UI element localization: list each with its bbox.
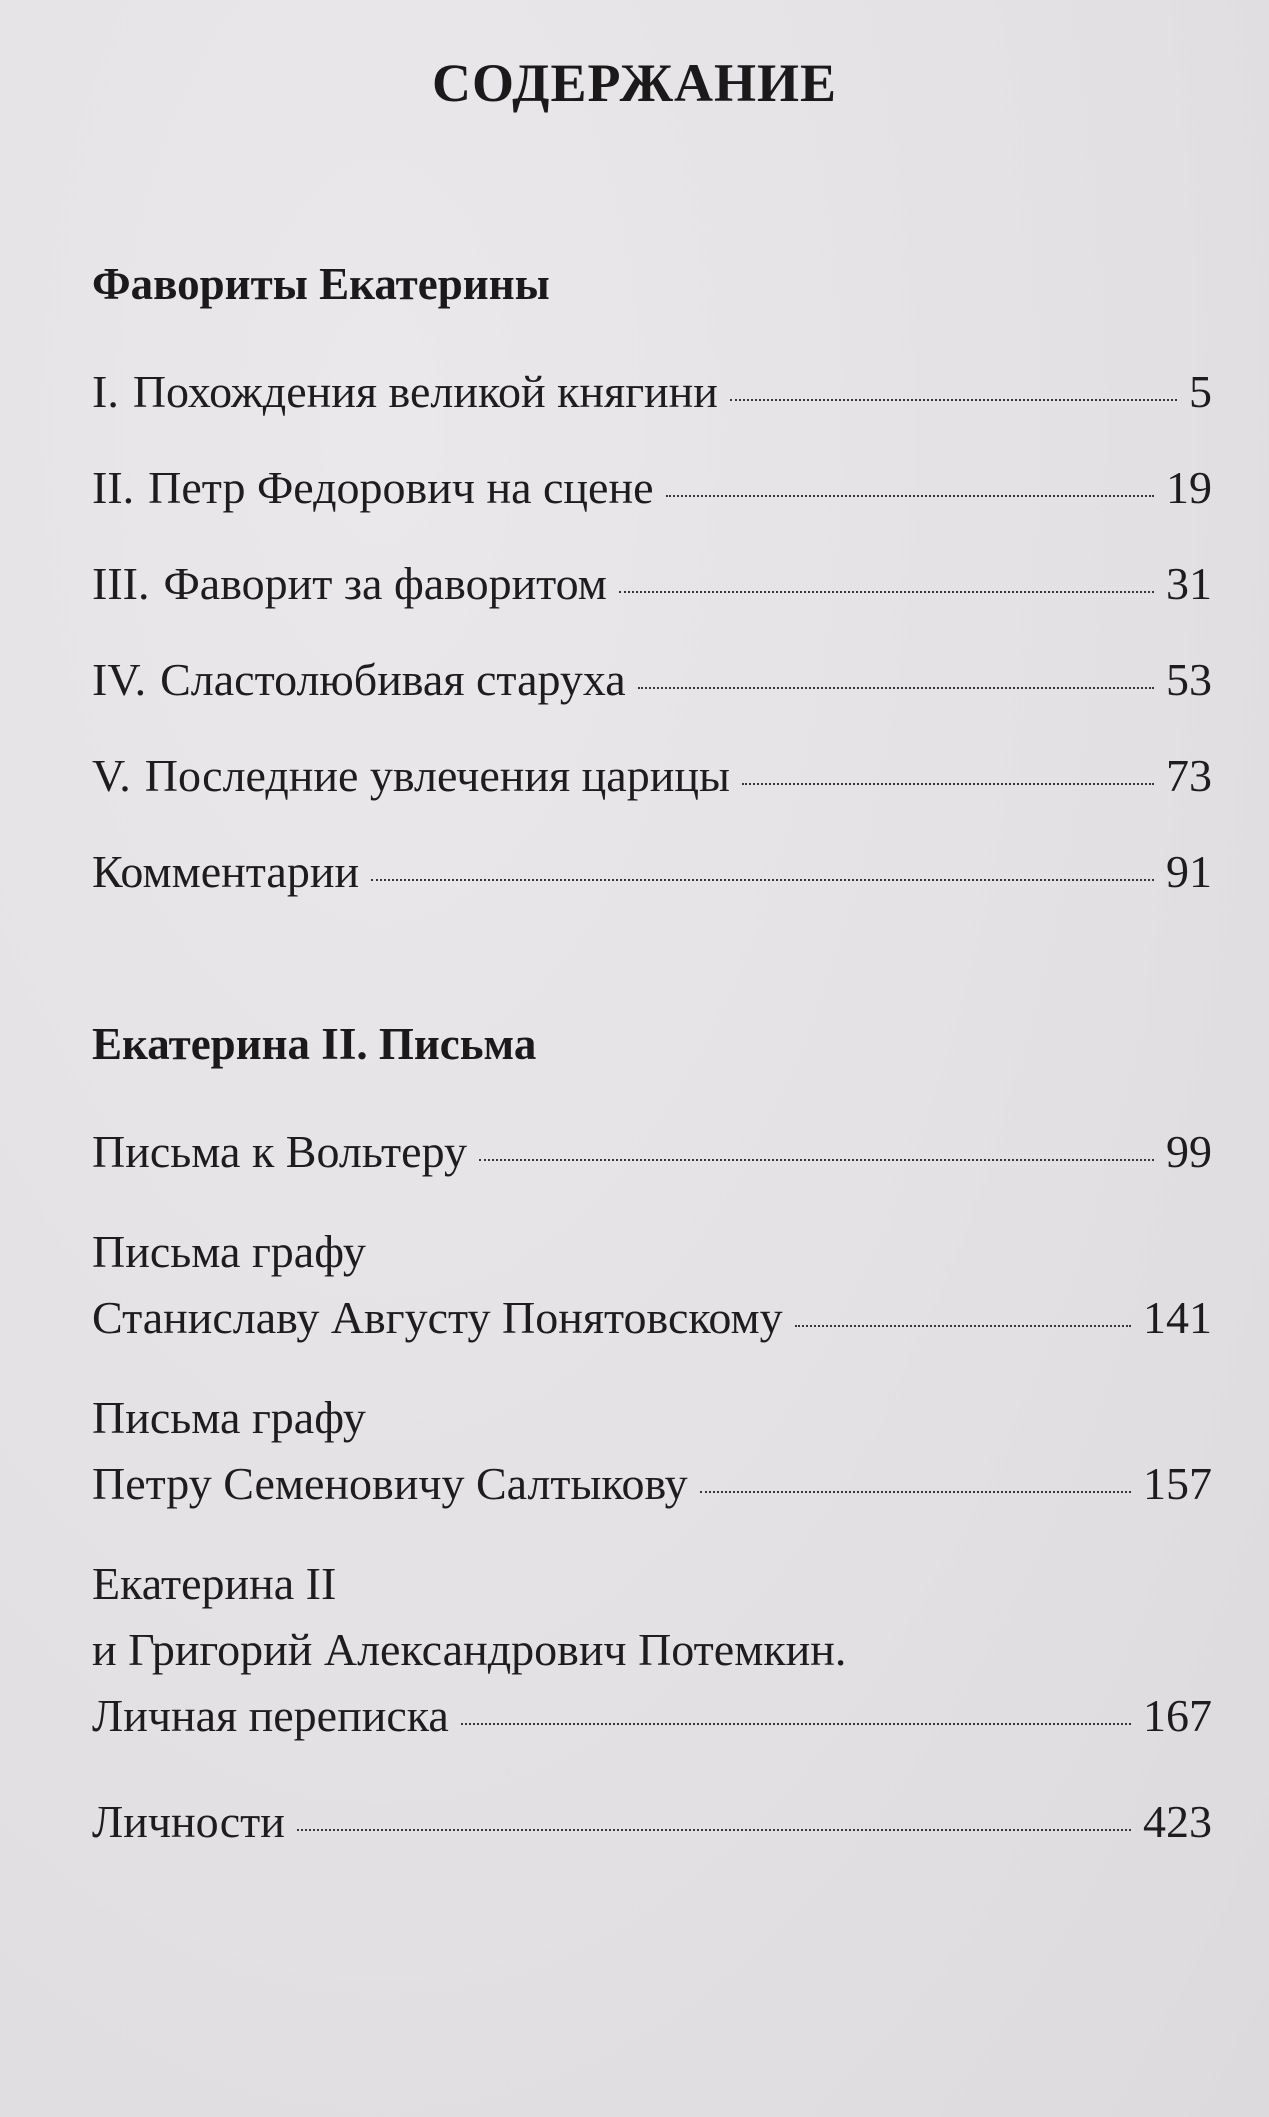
entry-number: I. [92,366,119,417]
toc-entry[interactable] [92,364,1212,420]
entry-title-line: Станиславу Августу Понятовскому [92,1292,783,1343]
entry-title-line: Екатерина II [92,1558,337,1609]
entry-number: III. [92,558,150,609]
toc-entry[interactable] [92,652,1212,708]
page-number: 423 [1143,1796,1212,1847]
page-number: 91 [1166,846,1212,897]
dot-leader [742,783,1154,785]
toc-entry[interactable] [92,556,1212,612]
entry-title: Комментарии [92,846,360,897]
toc-entry[interactable] [92,1794,1212,1850]
entry-title: Фаворит за фаворитом [163,558,607,609]
page-number: 141 [1143,1292,1212,1343]
entry-title: Петр Федорович на сцене [148,462,654,513]
dot-leader [461,1723,1131,1725]
toc-entry[interactable] [92,460,1212,516]
page-number: 19 [1166,462,1212,513]
toc-entry[interactable] [92,1556,1212,1744]
toc-entry[interactable] [92,1390,1212,1512]
toc-entry[interactable] [92,1124,1212,1180]
entry-title: Сластолюбивая старуха [160,654,626,705]
entry-title-line: и Григорий Александрович Потемкин. [92,1624,847,1675]
page-number: 167 [1143,1690,1212,1741]
toc-entry[interactable] [92,1224,1212,1346]
entry-title-line: Письма графу [92,1226,366,1277]
toc-entry[interactable] [92,844,1212,900]
page-number: 5 [1189,366,1212,417]
page-title: СОДЕРЖАНИЕ [432,53,837,113]
page-number: 31 [1166,558,1212,609]
dot-leader [730,399,1177,401]
entry-title: Похождения великой княгини [132,366,718,417]
dot-leader [371,879,1154,881]
toc-entry[interactable] [92,748,1212,804]
dot-leader [297,1829,1131,1831]
entry-title-line: Письма графу [92,1392,366,1443]
dot-leader [638,687,1154,689]
page-number: 157 [1143,1458,1212,1509]
dot-leader [479,1159,1154,1161]
page-number: 73 [1166,750,1212,801]
page-number: 53 [1166,654,1212,705]
entry-title: Личности [92,1796,285,1847]
entry-number: II. [92,462,135,513]
entry-title: Письма к Вольтеру [92,1126,467,1177]
dot-leader [795,1325,1131,1327]
entry-number: IV. [92,654,147,705]
entry-title: Последние увлечения царицы [144,750,730,801]
page-number: 99 [1166,1126,1212,1177]
dot-leader [619,591,1154,593]
dot-leader [666,495,1155,497]
entry-title-line: Личная переписка [92,1690,449,1741]
entry-title-line: Петру Семеновичу Салтыкову [92,1458,688,1509]
dot-leader [700,1491,1131,1493]
section-title-letters: Екатерина II. Письма [92,1019,537,1069]
section-title-favorites: Фавориты Екатерины [92,259,550,309]
entry-number: V. [92,750,131,801]
